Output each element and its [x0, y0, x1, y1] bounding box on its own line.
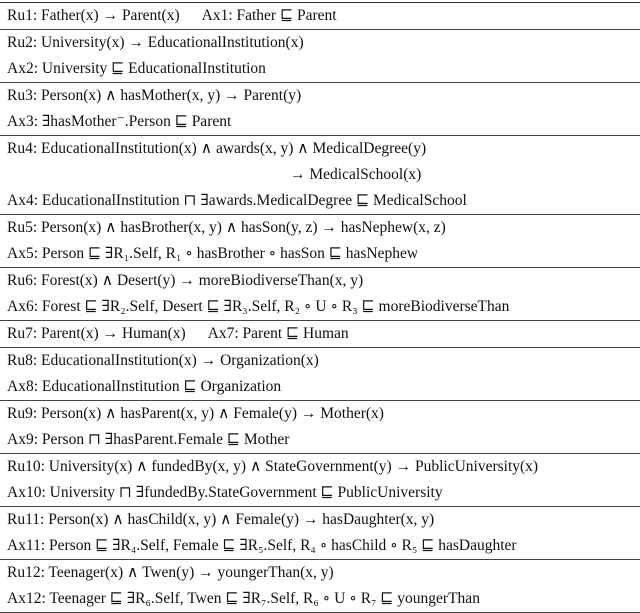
formula-text: Ru9: Person(x) ∧ hasParent(x, y) ∧ Female(y) → Mother(x) — [7, 405, 384, 422]
formula-line — [0, 83, 640, 109]
formula-text: Ru1: Father(x) → Parent(x) — [7, 7, 180, 24]
rule-group-10 — [0, 454, 640, 507]
formula-line — [0, 533, 640, 559]
formula-line — [0, 427, 640, 453]
formula-line — [0, 136, 640, 162]
formula-text: Ru10: University(x) ∧ fundedBy(x, y) ∧ StateGovernment(y) → PublicUniversity(x) — [7, 458, 539, 475]
formula-text: Ru4: EducationalInstitution(x) ∧ awards(x, y) ∧ MedicalDegree(y) — [7, 140, 427, 157]
formula-line — [0, 374, 640, 400]
formula-text: Ru6: Forest(x) ∧ Desert(y) → moreBiodiverseThan(x, y) — [7, 272, 364, 289]
formula-line — [0, 321, 640, 347]
axiom-text: Ax7: Parent ⊑ Human — [207, 325, 349, 342]
rule-group-11 — [0, 507, 640, 560]
rule-group-3 — [0, 83, 640, 136]
formula-line — [0, 215, 640, 241]
formula-text: Ru2: University(x) → EducationalInstitution(x) — [7, 34, 304, 51]
formula-line — [0, 560, 640, 586]
rule-group-8 — [0, 348, 640, 401]
formula-text: Ax3: ∃hasMother⁻.Person ⊑ Parent — [7, 113, 232, 130]
formula-text: Ax12: Teenager ⊑ ∃R₆.Self, Twen ⊑ ∃R₇.Self, R₆ ∘ U ∘ R₇ ⊑ youngerThan — [7, 590, 480, 607]
axiom-text: Ax1: Father ⊑ Parent — [201, 7, 337, 24]
formula-text: Ru7: Parent(x) → Human(x) — [7, 325, 186, 342]
formula-text: → MedicalSchool(x) — [290, 166, 422, 183]
rule-group-4 — [0, 136, 640, 215]
formula-text: Ax6: Forest ⊑ ∃R₂.Self, Desert ⊑ ∃R₃.Self, R₂ ∘ U ∘ R₃ ⊑ moreBiodiverseThan — [7, 298, 510, 315]
formula-line — [0, 3, 640, 29]
formula-text: Ax10: University ⊓ ∃fundedBy.StateGovernment ⊑ PublicUniversity — [7, 484, 443, 501]
formula-line — [0, 480, 640, 506]
formula-line — [0, 507, 640, 533]
formula-text: Ru11: Person(x) ∧ hasChild(x, y) ∧ Female(y) → hasDaughter(x, y) — [7, 511, 435, 528]
formula-line — [0, 30, 640, 56]
formula-line — [0, 162, 640, 188]
formula-text: Ru5: Person(x) ∧ hasBrother(x, y) ∧ hasSon(y, z) → hasNephew(x, z) — [7, 219, 446, 236]
rule-group-5 — [0, 215, 640, 268]
formula-line — [0, 294, 640, 320]
formula-text: Ax8: EducationalInstitution ⊑ Organization — [7, 378, 282, 395]
rule-group-12 — [0, 560, 640, 613]
rule-group-1 — [0, 3, 640, 30]
formula-text: Ax5: Person ⊑ ∃R₁.Self, R₁ ∘ hasBrother ∘ hasSon ⊑ hasNephew — [7, 245, 419, 262]
rules-axioms-table — [0, 2, 640, 613]
formula-line — [0, 586, 640, 612]
formula-line — [0, 109, 640, 135]
rule-group-9 — [0, 401, 640, 454]
formula-line — [0, 56, 640, 82]
formula-text: Ru12: Teenager(x) ∧ Twen(y) → youngerThan(x, y) — [7, 564, 334, 581]
formula-line — [0, 188, 640, 214]
rule-group-6 — [0, 268, 640, 321]
formula-text: Ax2: University ⊑ EducationalInstitution — [7, 60, 266, 77]
formula-text: Ru3: Person(x) ∧ hasMother(x, y) → Parent(y) — [7, 87, 302, 104]
formula-text: Ru8: EducationalInstitution(x) → Organization(x) — [7, 352, 319, 369]
formula-line — [0, 348, 640, 374]
formula-line — [0, 454, 640, 480]
formula-line — [0, 241, 640, 267]
formula-text: Ax4: EducationalInstitution ⊓ ∃awards.MedicalDegree ⊑ MedicalSchool — [7, 192, 467, 209]
formula-text: Ax9: Person ⊓ ∃hasParent.Female ⊑ Mother — [7, 431, 290, 448]
formula-line — [0, 268, 640, 294]
formula-line — [0, 401, 640, 427]
rule-group-7 — [0, 321, 640, 348]
rule-group-2 — [0, 30, 640, 83]
formula-text: Ax11: Person ⊑ ∃R₄.Self, Female ⊑ ∃R₅.Self, R₄ ∘ hasChild ∘ R₅ ⊑ hasDaughter — [7, 537, 517, 554]
